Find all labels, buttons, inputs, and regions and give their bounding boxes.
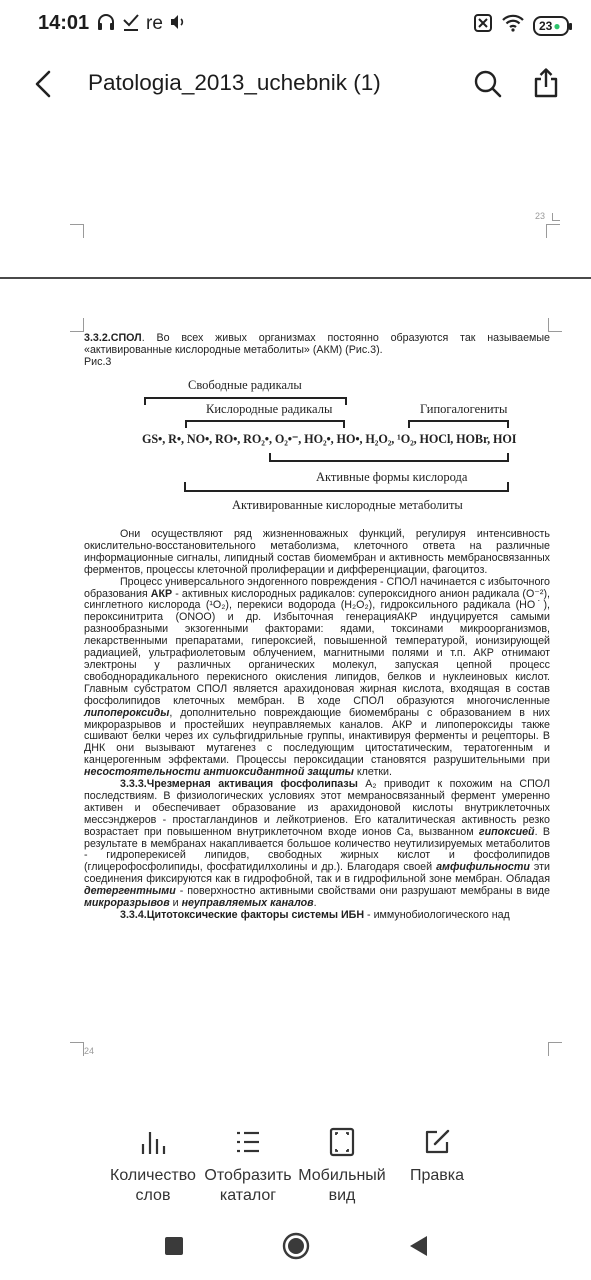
battery-cap bbox=[569, 23, 572, 30]
status-time: 14:01 bbox=[38, 12, 90, 34]
document-viewer[interactable] bbox=[0, 120, 591, 1104]
figure-free-radicals: Свободные радикалы bbox=[188, 378, 302, 392]
text-span: и bbox=[169, 897, 182, 910]
text-bold: АКР bbox=[150, 587, 173, 600]
page-corner-mark bbox=[70, 318, 84, 332]
bracket-tick bbox=[343, 420, 345, 428]
wifi-icon bbox=[501, 13, 525, 38]
text-span: , дополнительно повреждающие биомембраны с образованием в них микроразрывов и простейших неуправляемых каналов. АКР и липопероксиды также сшивают белки через их сульфгидрильные группы, инактивируя ферменты и рецепторы. В ДНК они вызывают мутагенез с последующим цитостатическим, тератогенным и канцерогенным эффектами. Процессы пероксидации становятся разрушительными при bbox=[84, 706, 550, 767]
text-span: Процесс универсального эндогенного повреждения - СПОЛ начинается с избыточного образования bbox=[84, 575, 550, 600]
navigation-bar bbox=[0, 1210, 591, 1280]
status-left-icons bbox=[96, 12, 187, 36]
text-bold-italic: микроразрывов bbox=[84, 897, 170, 910]
figure-oxygen-radicals: Кислородные радикалы bbox=[206, 402, 333, 416]
nav-back-button[interactable] bbox=[400, 1228, 436, 1264]
text-span: - активных кислородных радикалов: супероксидного анион радикала (O⁻²), синглетного кислорода (¹O₂), перекиси водорода (H₂O₂), гидроксильного радикала (HO˙), пероксинитрита (ONOO) и др. Избыточная генерацияАКР индуцируется самыми разнообразными экзогенными факторами: ядами, токсинами микроорганизмов, лекарственными препаратами, гипероксией, повышенной температурой, ионизирующей радиацией, ультрафиолетовым облучением, магнитными полями и т.п. АКР отнимают электроны у различных органических молекул, запуская цепной процесс свободнорадикального перекисного окисления липидов, белков и нуклеиновых кислот. Главным субстратом СПОЛ является арахидоновая жирная кислота, входящая в состав фосфолипидов клеточных мембран. В ходе СПОЛ образуются многочисленные bbox=[84, 587, 550, 707]
mobile-view-button[interactable] bbox=[292, 1124, 392, 1206]
text-bold-italic: неуправляемых каналов bbox=[181, 897, 314, 910]
page-corner-mark bbox=[552, 213, 560, 221]
text-span: приводит к похожим на СПОЛ последствиям. В физиологических условиях этот мемраносвязанный фермент умеренно активен и обеспечивает образование из арахидоновой кислоты внутриклеточных мессэнджеров - простагландинов и лейкотриенов. Его каталитическая активность резко возрастает при повышенном внутриклеточном входе ионов Ca, вызванном bbox=[84, 778, 551, 838]
sim-off-icon bbox=[473, 13, 493, 38]
recents-button[interactable] bbox=[156, 1228, 192, 1264]
page-body bbox=[84, 529, 550, 922]
battery-level: 23 bbox=[539, 18, 553, 33]
page-corner-mark bbox=[546, 224, 560, 238]
share-button[interactable] bbox=[528, 64, 564, 102]
figure-label: Рис.3 bbox=[84, 355, 112, 368]
app-bar bbox=[0, 48, 591, 120]
bracket-tick bbox=[269, 453, 271, 460]
search-button[interactable] bbox=[470, 66, 506, 102]
back-button[interactable] bbox=[24, 66, 64, 102]
word-count-label: Количество слов bbox=[110, 1167, 196, 1204]
edit-label: Правка bbox=[409, 1167, 465, 1184]
battery-charging-icon bbox=[533, 16, 569, 36]
bracket-tick bbox=[184, 482, 186, 490]
bracket-tick bbox=[507, 420, 509, 428]
status-bar bbox=[0, 0, 591, 48]
word-count-button[interactable] bbox=[103, 1124, 203, 1206]
share-icon bbox=[532, 67, 560, 99]
page-content bbox=[84, 333, 550, 369]
edit-button[interactable] bbox=[387, 1124, 487, 1186]
show-catalog-button[interactable] bbox=[198, 1124, 298, 1206]
text-span: . В результате в мембранах накапливается большое количество неутилизируемых метаболитов - гидроперекисей липидов, свободных жирных кислот и фосфолипидов (глицерофосфолипиды, фосфатидилхолины и др.). Благодаря своей bbox=[84, 825, 550, 874]
page-corner-mark bbox=[70, 1042, 84, 1056]
bracket-line bbox=[184, 490, 509, 492]
search-icon bbox=[473, 69, 503, 99]
page-divider bbox=[0, 277, 591, 279]
status-right-icons bbox=[473, 13, 569, 38]
text-span: - иммунобиологического над bbox=[364, 909, 510, 921]
carrier-label: re bbox=[146, 13, 163, 34]
text-bold-italic: гипоксией bbox=[478, 825, 535, 838]
headphones-icon bbox=[96, 12, 116, 37]
show-catalog-label: Отобразить каталог bbox=[204, 1167, 292, 1204]
page-corner-mark bbox=[548, 318, 562, 332]
recents-square-icon bbox=[164, 1236, 184, 1256]
page-corner-mark bbox=[548, 1042, 562, 1056]
mobile-view-label: Мобильный вид bbox=[298, 1167, 386, 1204]
text-bold-italic: несостоятельности антиоксидантной защиты bbox=[84, 766, 354, 779]
home-button[interactable] bbox=[278, 1228, 314, 1264]
bracket-tick bbox=[507, 453, 509, 460]
bracket-line bbox=[269, 460, 509, 462]
edit-icon bbox=[387, 1124, 487, 1160]
intro-text: . Во всех живых организмах постоянно образуются так называемые «активированные кислородные метаболиты» (АКМ) (Рис.3). bbox=[84, 332, 550, 356]
bottom-toolbar bbox=[0, 1104, 591, 1210]
figure-diagram bbox=[138, 376, 517, 518]
volume-icon bbox=[169, 13, 187, 36]
figure-activated-metabolites: Активированные кислородные метаболиты bbox=[232, 498, 463, 512]
list-icon bbox=[198, 1124, 298, 1160]
download-done-icon bbox=[122, 12, 140, 37]
text-bold-italic: липопероксиды bbox=[84, 706, 170, 719]
section-heading: 3.3.2.СПОЛ bbox=[84, 332, 142, 344]
bracket-tick bbox=[507, 482, 509, 490]
bracket-line bbox=[408, 420, 508, 422]
text-span: клетки. bbox=[353, 766, 392, 779]
figure-active-oxygen-forms: Активные формы кислорода bbox=[316, 470, 468, 484]
text-bold-italic: амфифильности bbox=[436, 861, 530, 874]
text-bold-italic: детергентными bbox=[84, 885, 176, 898]
paragraph-3 bbox=[84, 779, 550, 910]
paragraph-4 bbox=[84, 910, 550, 922]
bracket-tick bbox=[185, 420, 187, 428]
charging-bolt-icon: ● bbox=[553, 18, 561, 33]
back-arrow-icon bbox=[33, 70, 55, 98]
figure-formula: GS•, R•, NO•, RO•, RO₂•, O₂•⁻, HO₂•, HO•, H₂O₂, ¹O₂, HOCl, HOBr, HOI bbox=[142, 432, 517, 446]
text-span: . bbox=[313, 897, 317, 910]
page-number-top: 23 bbox=[535, 211, 546, 221]
page-number-bottom: 24 bbox=[84, 1046, 95, 1056]
mobile-view-icon bbox=[292, 1124, 392, 1160]
bracket-tick bbox=[345, 397, 347, 405]
page-corner-mark bbox=[70, 224, 84, 238]
text-span: эти соединения фиксируются как в гидрофобной, так и в гидрофильной зоне мембран. Обладая bbox=[84, 861, 550, 886]
back-triangle-icon bbox=[407, 1234, 429, 1258]
document-title: Patologia_2013_uchebnik (1) bbox=[88, 70, 381, 95]
text-span: - поверхностно активными свойствами они разрушают мембраны в виде bbox=[175, 885, 550, 898]
figure-hypohalogenites: Гипогалогениты bbox=[420, 402, 508, 416]
home-circle-icon bbox=[282, 1232, 310, 1260]
subsection-heading: 3.3.3.Чрезмерная активация фосфолипазы bbox=[120, 778, 358, 791]
bracket-line bbox=[185, 420, 344, 422]
bracket-tick bbox=[408, 420, 410, 428]
bracket-tick bbox=[144, 397, 146, 405]
bar-chart-icon bbox=[103, 1124, 203, 1160]
intro-paragraph bbox=[84, 333, 550, 357]
paragraph-1: Они осуществляют ряд жизненноважных функций, регулируя интенсивность окислительно-восстановительного метаболизма, клеточного ответа на различные информационные сигналы, липидный состав биомембран и активность мембраносвязанных ферментов, процессы клеточной пролиферации и дифференциации, фагоцитоз. bbox=[84, 528, 550, 576]
subsection-heading: 3.3.4.Цитотоксические факторы системы ИБН bbox=[120, 909, 365, 921]
bracket-line bbox=[144, 397, 346, 399]
paragraph-2 bbox=[84, 577, 550, 779]
text-span: A₂ bbox=[357, 778, 377, 791]
